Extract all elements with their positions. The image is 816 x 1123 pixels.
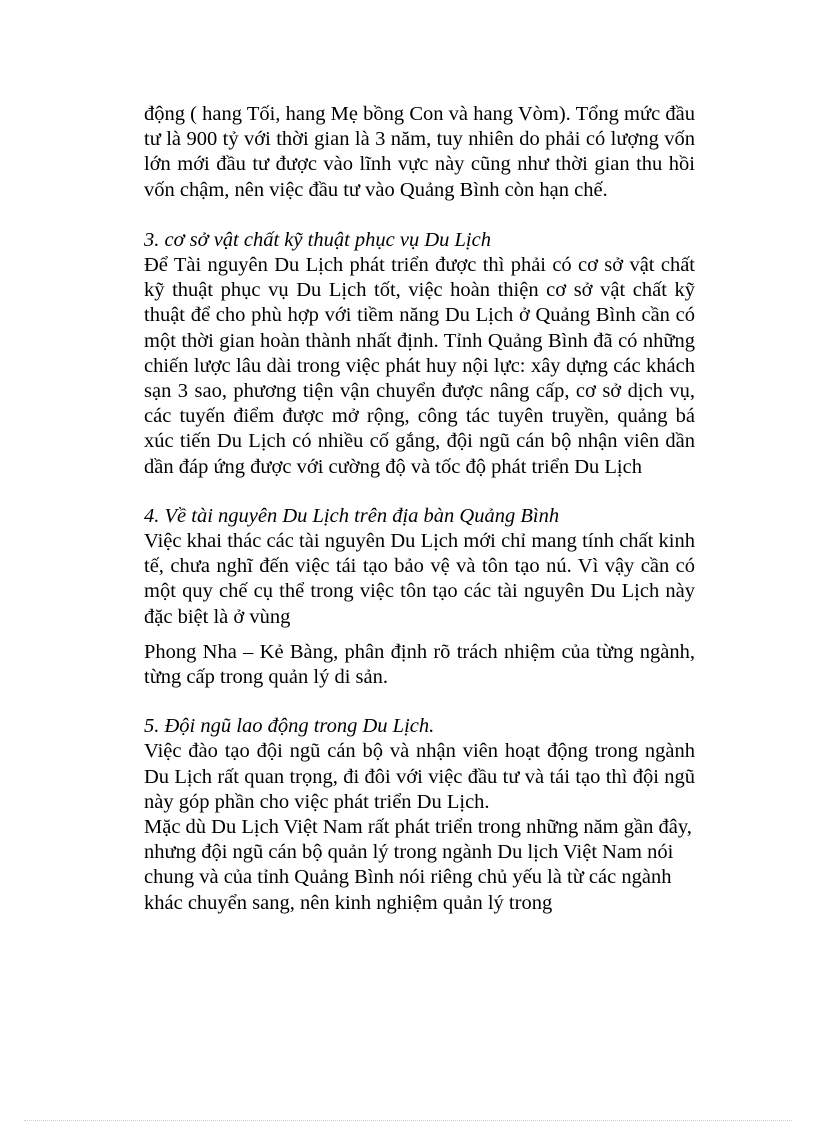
section-5-heading: 5. Đội ngũ lao động trong Du Lịch. xyxy=(144,715,435,738)
section-5-paragraph-continued: Mặc dù Du Lịch Việt Nam rất phát triển trong những năm gần đây, nhưng đội ngũ cán bộ quản lý trong ngành Du lịch Việt Nam nói chung và của tỉnh Quảng Bình nói riêng chủ yếu là từ các ngành khác chuyển sang, nên kinh nghiệm quản lý trong xyxy=(144,816,692,914)
page-bottom-divider xyxy=(24,1120,792,1121)
section-4-paragraph-continued: Phong Nha – Kẻ Bàng, phân định rõ trách nhiệm của từng ngành, từng cấp trong quản lý di sản. xyxy=(144,640,695,689)
section-5-paragraph: Việc đào tạo đội ngũ cán bộ và nhận viên hoạt động trong ngành Du Lịch rất quan trọng, đi đôi với việc đầu tư và tái tạo thì đội ngũ này góp phần cho việc phát triển Du Lịch. xyxy=(144,740,695,813)
section-3-paragraph: Để Tài nguyên Du Lịch phát triển được thì phải có cơ sở vật chất kỹ thuật phục vụ Du Lịch tốt, việc hoàn thiện cơ sở vật chất kỹ thuật để cho phù hợp với tiềm năng Du Lịch ở Quảng Bình cần có một thời gian hoàn thành nhất định. Tỉnh Quảng Bình đã có những chiến lược lâu dài trong việc phát huy nội lực: xây dựng các khách sạn 3 sao, phương tiện vận chuyển được nâng cấp, cơ sở dịch vụ, các tuyến điểm được mở rộng, công tác tuyên truyền, quảng bá xúc tiến Du Lịch có nhiều cố gắng, đội ngũ cán bộ nhận viên dần dần đáp ứng được với cường độ và tốc độ phát triển Du Lịch xyxy=(144,254,695,478)
section-4-paragraph: Việc khai thác các tài nguyên Du Lịch mới chỉ mang tính chất kinh tế, chưa nghĩ đến việc tái tạo bảo vệ và tôn tạo nú. Vì vậy cần có một quy chế cụ thể trong việc tôn tạo các tài nguyên Du Lịch này đặc biệt là ở vùng xyxy=(144,530,695,628)
intro-paragraph: động ( hang Tối, hang Mẹ bồng Con và hang Vòm). Tổng mức đầu tư là 900 tỷ với thời gian là 3 năm, tuy nhiên do phải có lượng vốn lớn mới đầu tư được vào lĩnh vực này cũng như thời gian thu hồi vốn chậm, nên việc đầu tư vào Quảng Bình còn hạn chế. xyxy=(144,103,695,201)
document-body xyxy=(144,102,695,916)
section-3-heading: 3. cơ sở vật chất kỹ thuật phục vụ Du Lịch xyxy=(144,228,491,251)
section-4-heading: 4. Về tài nguyên Du Lịch trên địa bàn Quảng Bình xyxy=(144,504,560,527)
